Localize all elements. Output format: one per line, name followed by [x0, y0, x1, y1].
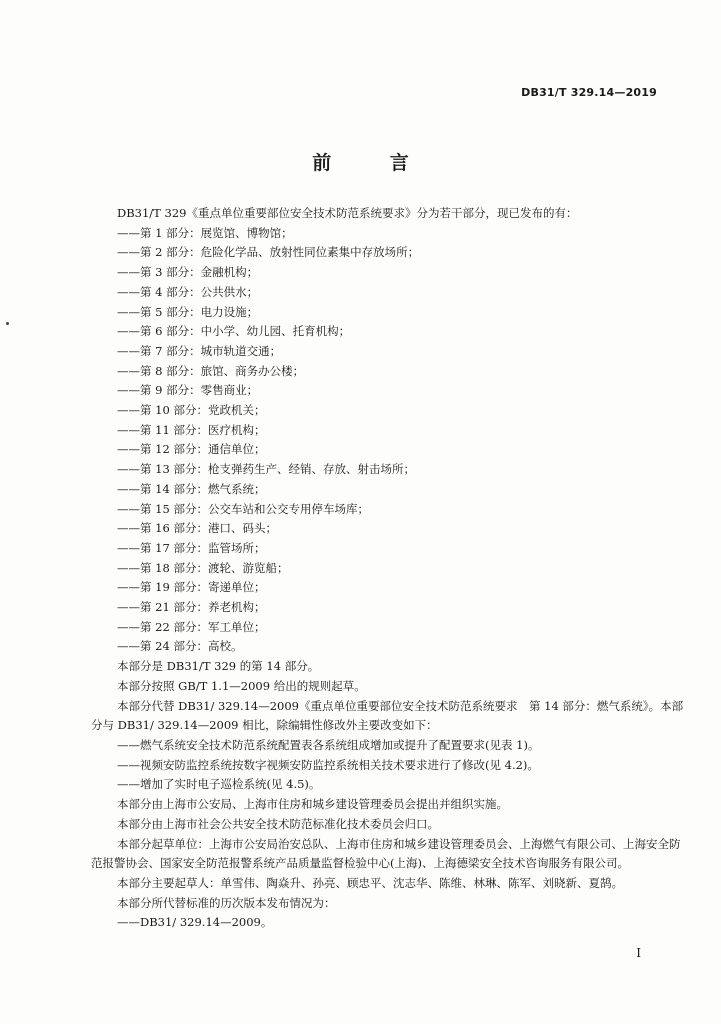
margin-mark: [6, 322, 9, 325]
committee-statement: 本部分由上海市社会公共安全技术防范标准化技术委员会归口。: [117, 816, 439, 831]
drafting-rules: 本部分按照 GB/T 1.1—2009 给出的规则起草。: [117, 678, 366, 693]
list-item: ——第 13 部分：枪支弹药生产、经销、存放、射击场所；: [117, 462, 415, 477]
parts-list: [91, 224, 686, 657]
page-number: I: [636, 946, 641, 960]
list-item: ——第 21 部分：养老机构；: [117, 600, 266, 615]
proposer-statement: 本部分由上海市公安局、上海市住房和城乡建设管理委员会提出并组织实施。: [117, 797, 508, 812]
list-item: ——视频安防监控系统按数字视频安防监控系统相关技术要求进行了修改(见 4.2)。: [117, 757, 539, 772]
list-item: ——燃气系统安全技术防范系统配置表各系统组成增加或提升了配置要求(见表 1)。: [117, 737, 540, 752]
standard-code: DB31/T 329.14—2019: [521, 86, 657, 99]
list-item: ——第 14 部分：燃气系统；: [117, 481, 266, 496]
list-item: ——第 15 部分：公交车站和公交专用停车场库；: [117, 501, 369, 516]
list-item: ——第 16 部分：港口、码头；: [117, 521, 277, 536]
replacement-statement: 本部分代替 DB31/ 329.14—2009《重点单位重要部位安全技术防范系统要求 第 14 部分：燃气系统》。本部分与 DB31/ 329.14—2009 相比，除编辑性修改外主要改变如下：: [91, 698, 684, 733]
list-item: ——第 18 部分：渡轮、游览船；: [117, 560, 289, 575]
list-item: ——第 2 部分：危险化学品、放射性同位素集中存放场所；: [117, 245, 420, 260]
list-item: ——第 1 部分：展览馆、博物馆；: [117, 225, 293, 240]
list-item: ——第 8 部分：旅馆、商务办公楼；: [117, 363, 305, 378]
list-item: ——第 9 部分：零售商业；: [117, 383, 259, 398]
history-item: ——DB31/ 329.14—2009。: [117, 915, 273, 930]
drafting-units: 本部分起草单位：上海市公安局治安总队、上海市住房和城乡建设管理委员会、上海燃气有限公司、上海安全防范报警协会、国家安全防范报警系统产品质量监督检验中心(上海)、上海德梁安全技术咨询服务有限公司。: [91, 836, 681, 871]
preface-body: [91, 204, 686, 933]
list-item: ——第 7 部分：城市轨道交通；: [117, 343, 282, 358]
list-item: ——第 10 部分：党政机关；: [117, 403, 266, 418]
list-item: ——第 17 部分：监管场所；: [117, 540, 266, 555]
list-item: ——增加了实时电子巡检系统(见 4.5)。: [117, 777, 321, 792]
history-heading: 本部分所代替标准的历次版本发布情况为：: [117, 895, 336, 910]
list-item: ——第 22 部分：军工单位；: [117, 619, 266, 634]
drafters: 本部分主要起草人：单雪伟、陶焱升、孙亮、顾忠平、沈志华、陈维、林琳、陈军、刘晓新、夏鹄。: [117, 875, 623, 890]
part-statement: 本部分是 DB31/T 329 的第 14 部分。: [117, 659, 320, 674]
intro-paragraph: DB31/T 329《重点单位重要部位安全技术防范系统要求》分为若干部分，现已发布的有：: [117, 206, 578, 220]
list-item: ——第 5 部分：电力设施；: [117, 304, 259, 319]
list-item: ——第 6 部分：中小学、幼儿园、托育机构；: [117, 324, 351, 339]
list-item: ——第 24 部分：高校。: [117, 639, 243, 654]
list-item: ——第 19 部分：寄递单位；: [117, 580, 266, 595]
list-item: ——第 11 部分：医疗机构；: [117, 422, 266, 437]
list-item: ——第 4 部分：公共供水；: [117, 284, 259, 299]
changes-list: [91, 736, 686, 795]
page-title: 前 言: [312, 152, 435, 174]
list-item: ——第 3 部分：金融机构；: [117, 265, 259, 280]
list-item: ——第 12 部分：通信单位；: [117, 442, 266, 457]
